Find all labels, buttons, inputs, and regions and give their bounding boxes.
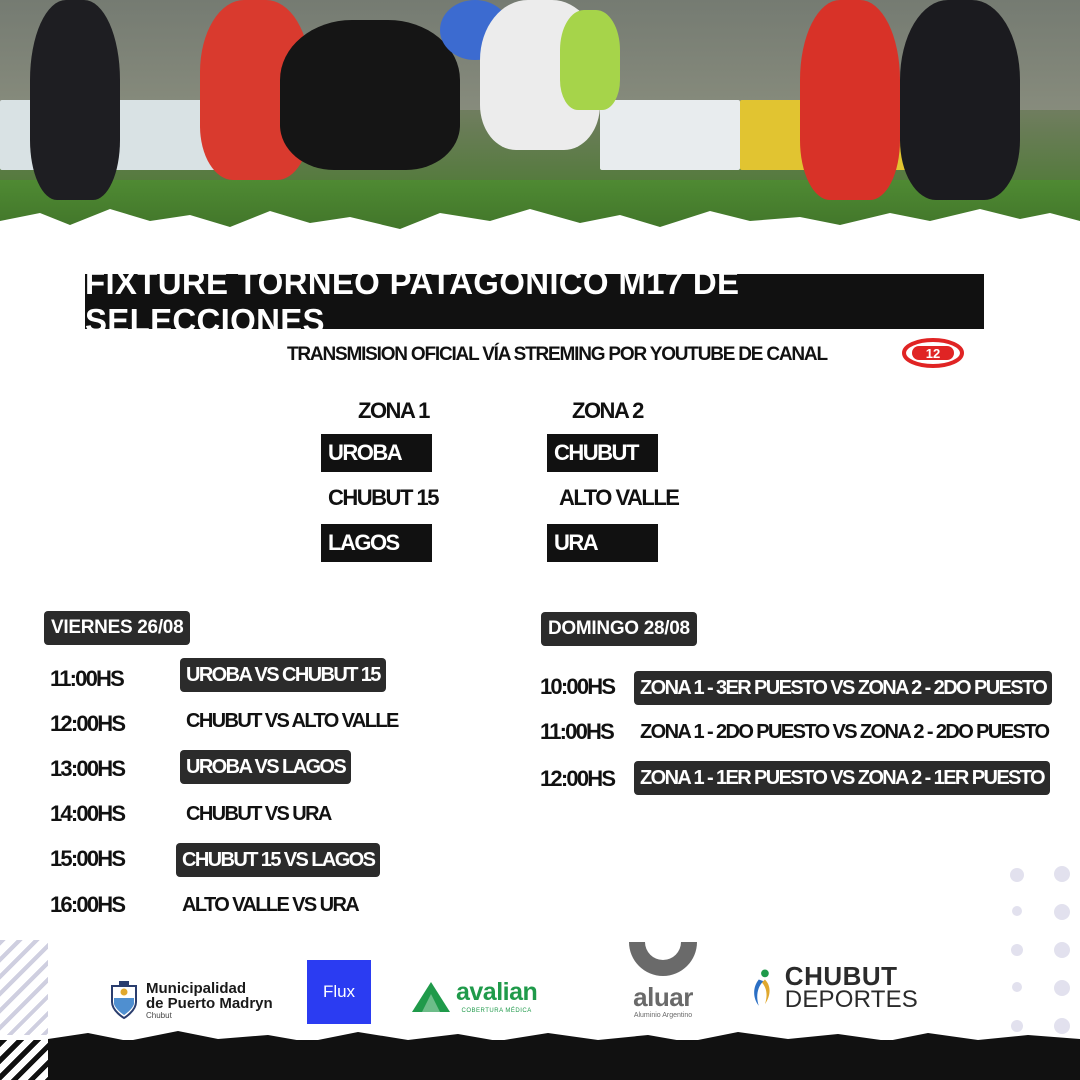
match-fixture: ZONA 1 - 1ER PUESTO VS ZONA 2 - 1ER PUESTO bbox=[634, 761, 1050, 795]
footer-torn-edge bbox=[48, 1025, 1080, 1047]
sponsor-municipalidad-puerto-madryn bbox=[108, 978, 278, 1022]
sponsor-text: aluar bbox=[633, 982, 693, 1012]
match-fixture: CHUBUT VS ALTO VALLE bbox=[186, 709, 398, 732]
player-figure bbox=[800, 0, 900, 200]
match-fixture: UROBA VS LAGOS bbox=[180, 750, 351, 784]
zone-1-label: ZONA 1 bbox=[358, 398, 429, 423]
match-time: 14:00HS bbox=[50, 801, 125, 826]
match-time: 10:00HS bbox=[540, 674, 615, 699]
sponsor-text: DEPORTES bbox=[784, 985, 918, 1013]
sponsor-text: COBERTURA MÉDICA bbox=[461, 1008, 532, 1014]
decor-dot bbox=[1054, 980, 1070, 996]
decor-dot bbox=[1010, 868, 1024, 882]
decor-dot bbox=[1012, 982, 1022, 992]
player-figure bbox=[900, 0, 1020, 200]
friday-day-badge: VIERNES 26/08 bbox=[44, 611, 190, 645]
zone-1-team: UROBA bbox=[321, 434, 432, 472]
player-figure bbox=[280, 20, 460, 170]
zone-1-team: CHUBUT 15 bbox=[328, 485, 438, 510]
broadcast-subtitle: TRANSMISION OFICIAL VÍA STREMING POR YOUTUBE DE CANAL bbox=[287, 344, 827, 365]
match-fixture: ZONA 1 - 3ER PUESTO VS ZONA 2 - 2DO PUESTO bbox=[634, 671, 1052, 705]
sponsor-aluar bbox=[620, 942, 706, 1022]
torn-paper-edge bbox=[0, 191, 1080, 250]
page-title: FIXTURE TORNEO PATAGONICO M17 DE SELECCIONES bbox=[85, 274, 984, 329]
canal-number: 12 bbox=[925, 346, 941, 361]
chubut-deportes-figure-icon bbox=[748, 961, 779, 1015]
stripe-decoration bbox=[0, 940, 48, 1035]
zone-2-team: CHUBUT bbox=[547, 434, 658, 472]
sponsor-flux: Flux bbox=[307, 960, 371, 1024]
decor-dot bbox=[1054, 904, 1070, 920]
sponsor-text: Chubut bbox=[146, 1010, 172, 1020]
zone-2-label: ZONA 2 bbox=[572, 398, 643, 423]
match-time: 13:00HS bbox=[50, 756, 125, 781]
match-time: 16:00HS bbox=[50, 892, 125, 917]
aluar-arc-icon bbox=[625, 942, 701, 984]
match-fixture: CHUBUT VS URA bbox=[186, 802, 331, 825]
header-photo bbox=[0, 0, 1080, 250]
zone-2-team: URA bbox=[547, 524, 658, 562]
match-time: 11:00HS bbox=[50, 666, 124, 691]
sponsor-text: CHUBUT bbox=[784, 961, 898, 992]
player-figure bbox=[30, 0, 120, 200]
match-fixture: ZONA 1 - 2DO PUESTO VS ZONA 2 - 2DO PUESTO bbox=[640, 720, 1049, 743]
sponsor-text: Aluminio Argentino bbox=[633, 1012, 693, 1019]
match-fixture: ALTO VALLE VS URA bbox=[182, 893, 359, 916]
decor-dot bbox=[1054, 866, 1070, 882]
avalian-triangle-icon bbox=[410, 980, 452, 1014]
zone-1-team: LAGOS bbox=[321, 524, 432, 562]
ad-board bbox=[600, 100, 740, 170]
match-time: 12:00HS bbox=[540, 766, 615, 791]
match-time: 15:00HS bbox=[50, 846, 125, 871]
match-fixture: UROBA VS CHUBUT 15 bbox=[180, 658, 386, 692]
municipal-shield-icon bbox=[108, 980, 140, 1020]
player-figure bbox=[560, 10, 620, 110]
canal-12-logo-icon bbox=[902, 338, 964, 368]
sponsor-avalian bbox=[410, 980, 555, 1022]
sponsor-text: de Puerto Madryn bbox=[146, 994, 273, 1012]
match-fixture: CHUBUT 15 VS LAGOS bbox=[176, 843, 380, 877]
sponsor-chubut-deportes bbox=[748, 960, 918, 1016]
zone-2-team: ALTO VALLE bbox=[559, 485, 679, 510]
match-time: 11:00HS bbox=[540, 719, 614, 744]
sponsor-text: avalian bbox=[456, 978, 538, 1006]
decor-dot bbox=[1012, 906, 1022, 916]
sunday-day-badge: DOMINGO 28/08 bbox=[541, 612, 697, 646]
decor-dot bbox=[1011, 944, 1023, 956]
stripe-decoration bbox=[0, 1040, 48, 1080]
decor-dot bbox=[1054, 942, 1070, 958]
sponsor-text: Municipalidad bbox=[146, 979, 247, 997]
match-time: 12:00HS bbox=[50, 711, 125, 736]
